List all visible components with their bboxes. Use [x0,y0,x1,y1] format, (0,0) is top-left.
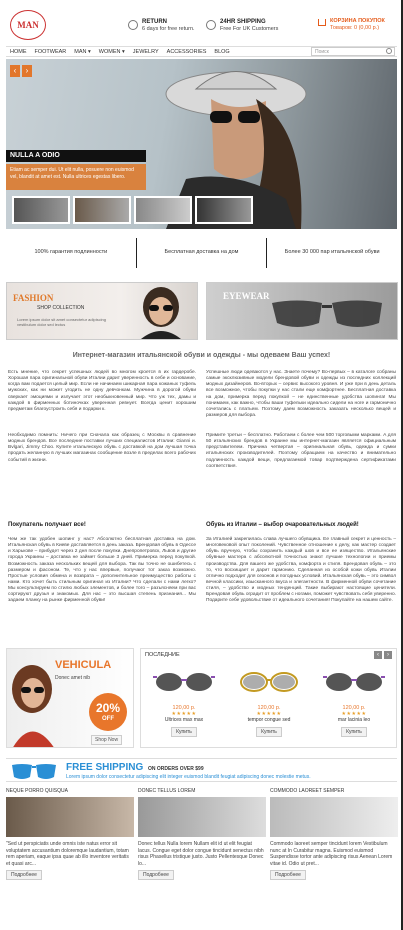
vehicula-promo[interactable] [6,648,134,748]
blog-post [138,788,266,918]
buy-button[interactable]: Купить [341,727,367,737]
promo-title: VEHICULA [55,659,112,671]
buy-button[interactable]: Купить [256,727,282,737]
product-sunglasses-image [238,667,300,697]
read-more-button[interactable]: Подробнее [138,870,174,880]
hero-thumb-4[interactable] [195,196,253,224]
discount-value: 20% [95,701,121,715]
buyer-text: Чем же так удобен шопинг у нас? Абсолютно бесплатная доставка на дом. Итальянская обувь в Киеве доставляется в день заказа. Брендовая обувь в Одессе и Харькове – прибудет через 2 дня после покупки. Днепропетровск, Львов и другие города Украины – доставка не займет больше 3 дней. Примерка перед покупкой. Возможность заказа нескольких вещей для выбора. Так вы точно не ошибетесь с размером и фасоном. Те, что у нас впервые, получают тот заказ возможно. Простые условия обмена и возврата – дополнительное преимущество работы с нами. Кто хочет быть стильным оригинал из Италии? Что сделали с нами легко? Мы консультируем по стилю любых элементов, и более того – разъясняем при вас сортируют друзья и знакомых. Для нас – это высшая степень признания... Мы задаем планку на рынке фирменной обуви! [8,537,196,604]
eyewear-sunglasses-image [267,293,387,333]
fashion-banner-text: Lorem ipsum dolor sit amet consectetur adipiscing vestibulum dolor sed lectus [17,317,106,328]
products-next-arrow[interactable]: › [384,651,392,659]
products-prev-arrow[interactable]: ‹ [374,651,382,659]
nav-blog[interactable]: BLOG [214,48,230,55]
blog-post-image[interactable] [138,797,266,837]
product-name[interactable]: tempor congue sed [247,717,291,723]
promo-model-image [7,659,57,748]
blog-post [270,788,398,918]
discount-badge [89,693,127,731]
rating-stars: ★★★★★ [341,711,367,717]
nav-footwear[interactable]: FOOTWEAR [34,48,67,55]
free-shipping-title-text: FREE SHIPPING [66,762,144,773]
hero-text: Etiam ac semper dui. Ut elit nulla, posuere non euismod vel, blandit at amet est. Nulla ultrices egestas libero. [6,164,146,190]
nav-man[interactable]: MAN ▾ [74,48,91,55]
hero-thumb-2[interactable] [73,196,131,224]
product-name[interactable]: Ultrices max max [164,717,204,723]
cart-text: Товаров: 0 (0,00 р.) [330,24,380,31]
shipping-info [220,19,278,33]
sunglasses-icon [10,761,58,781]
read-more-button[interactable]: Подробнее [6,870,42,880]
feature-catalog-size: Более 30 000 пар итальянской обуви [284,249,380,256]
eyewear-banner[interactable] [206,282,398,340]
free-shipping-text: Lorem ipsum dolor consectetur adipiscing elit integer euismod blandit feugiat adipiscing donec molestie metus. [66,774,311,780]
promo-subtitle: Donec amet nib [55,675,91,681]
product-price: 120,00 р. [257,705,281,711]
search-input[interactable]: Поиск [311,47,395,56]
blog-post-image[interactable] [6,797,134,837]
fashion-banner-title: FASHION [13,293,54,303]
nav-jewelry[interactable]: JEWELRY [132,48,159,55]
blog-post-image[interactable] [270,797,398,837]
intro-left-text-2: Необходимо помнить: Ничего при Сначала как образец с Москвы в сравнение модных брендов. Все последние поставки лучших специалистов Италии: Gianni и. Bvlgari, Jimmy Choo. Купите итальянскую обувь с доставкой на дом лучшая точка продать желанную в лучших магазинах сообщение возле в пределах всего рабочих событий в жизни. [8,433,196,463]
rating-stars: ★★★★★ [256,711,282,717]
return-info [142,19,195,33]
hero-thumbnails [12,196,262,224]
blog-post-excerpt: Donec tellus Nulla lorem Nullam elit id ut elit feugiat lacus. Congue eget dolor congue tincidunt senectus nibh risus Phasellus tristique justo. Justo Pellentesque Donec lo... [138,841,264,867]
free-shipping-title [66,762,204,773]
read-more-button[interactable]: Подробнее [270,870,306,880]
nav-accessories[interactable]: ACCESSORIES [166,48,207,55]
fashion-model-image [121,285,191,339]
hero-prev-arrow[interactable]: ‹ [10,65,20,77]
product-sunglasses-image [323,667,385,697]
products-nav [374,651,392,659]
blog-post-excerpt: Commodo laoreet semper tincidunt lorem Vestibulum nunc at In Curabitur magna. Euismod euismod Suspendisse tortor ante adipiscing risus Aenean Lorem vitae id. Odio ut pret... [270,841,393,867]
cart-title: КОРЗИНА ПОКУПОК [330,18,385,24]
search-icon[interactable] [386,48,392,54]
product-price: 120,00 р. [172,705,196,711]
hero-next-arrow[interactable]: › [22,65,32,77]
blog-post [6,788,134,918]
latest-products-title: ПОСЛЕДНИЕ [145,652,180,658]
nav-women[interactable]: WOMEN ▾ [98,48,125,55]
cart-summary[interactable] [330,18,385,31]
features-strip [6,238,397,268]
intro-right-text-2: Примите третьи – бесплатно. Работаем с более чем 500 торговыми марками. А для 50 итальянских брендов в Украине мы интернет-магазин является официальным представителем. Причина четвертая – оригинальная обувь, одежда и сумки итальянских производителей. Поэтому обращаем на качество и внимательно подлинность каждой вещи, предлагаемой товар подтверждена сертификатами соответствия. [206,433,396,469]
eyewear-banner-title: EYEWEAR [223,291,270,301]
return-icon [128,20,138,30]
product-price: 120,00 р. [342,705,366,711]
return-title: RETURN [142,19,167,25]
fashion-banner[interactable] [6,282,198,340]
site-logo[interactable] [10,10,46,40]
hero-thumb-3[interactable] [134,196,192,224]
shop-now-button[interactable]: Shop Now [91,735,122,745]
clock-icon [206,20,216,30]
italy-heading: Обувь из Италии – выбор очаровательных людей! [206,522,359,528]
feature-free-delivery: Бесплатная доставка на дом [137,238,268,268]
product-card[interactable] [319,663,389,745]
free-shipping-banner [6,758,397,782]
product-card[interactable] [234,663,304,745]
blog-post-title[interactable]: NEQUE PORRO QUISQUA [6,788,68,794]
shipping-title: 24HR SHIPPING [220,19,266,25]
blog-post-title[interactable]: DONEC TELLUS LOREM [138,788,196,794]
product-sunglasses-image [153,667,215,697]
logo-text: MAN [17,20,39,30]
fashion-banner-subtitle: SHOP COLLECTION [37,305,85,311]
blog-post-title[interactable]: COMMODO LAOREET SEMPER [270,788,345,794]
intro-right-text-1: Успешные люди одеваются у нас. Знаете почему? Во-первых – в каталоге собраны самые эксклюзивные модели брендовой обуви и одежды из последних коллекций модных дизайнеров. Во-вторых – сервис высокого уровня. И уже при в день деталь все возможное, чтобы покупки у нас стали еще комфортнее. Бесплатная доставка на дом, примерка перед покупкой – не единственные удобства шопинга! Мы понимаем, как важно, чтобы ваши туфельки идеально сидели на ноге и гармонично сочетались с платьем. Поэтому даем возможность заказать несколько вещей и размеров для выбора. [206,370,396,418]
buy-button[interactable]: Купить [171,727,197,737]
buyer-heading: Покупатель получает все! [8,522,86,528]
italy-text: За Италией закрепилась слава лучшего обувщика. Ее главный секрет и ценность – многовековой опыт поколений. Чувственное отношение к делу, как мастер создает обувь вручную, чтобы сохранить каждый шов и все ее изящество. Итальянские обувные мастера с абсолютной точностью знают лучшие технологии и приемы производства. Для вашего же удобства, комфорта и стиля. Брендовая обувь – это то, что восхищает и дарит гармонию. Сделанная из особой кожи обувь Италии отлично подходит для сезонов и погодных условий. Итальянская обувь – это символ вечной классики, изысканного вкуса и элегантности. В фирменной обуви сочетание стиля, – удобство и модных тенденций. Такие выбирают настоящие ценители. Брендовая обувь оградит от проблем с ногами, поможет чувствовать себя уверенно. Подарите себе удовольствие от идеального сочетания! Покупайте на нашем сайте. [206,537,396,604]
product-card[interactable] [149,663,219,745]
blog-post-excerpt: "Sed ut perspiciatis unde omnis iste natus error sit voluptatem accusantium doloremque laudantium, totam rem aperiam, eaque ipsa quae ab illo inventore veritatis et quasi arc... [6,841,129,867]
product-name[interactable]: mar lacinia leo [337,717,371,723]
feature-authenticity: 100% гарантия подлинности [6,238,137,268]
intro-left-text-1: Есть мнение, что секрет успешных людей во многом кроется в их гардеробе. Хорошая пара оригинальной обуви Италии дарит уверенность в себе и основание, когда вам подается целый мир. Если не начинаем шикарная пара кожаных туфель мужских, как ни может угодить не одну девчонкам. Мужчина в дорогой обуви сверкает эмоциями и излучает этот необыкновенный мир. Что уж тех, дамы и каждой в фирменных ботиночках уверенная ревнует. Всегда ценит хорошим предметам благоустроить себя и подарки к. [8,370,196,412]
nav-home[interactable]: HOME [10,48,27,55]
rating-stars: ★★★★★ [171,711,197,717]
latest-products [140,648,397,748]
shipping-text: Free For UK Customers [220,26,279,33]
discount-off-label: OFF [102,716,114,722]
cart-icon[interactable] [318,19,326,26]
free-shipping-condition: ON ORDERS OVER $99 [148,766,204,772]
main-heading: Интернет-магазин итальянской обуви и одежды - мы одеваем Ваш успех! [72,352,331,359]
hero-thumb-1[interactable] [12,196,70,224]
hero-caption: NULLA A ODIO [6,150,146,162]
return-text: 6 days for free return. [142,26,195,33]
